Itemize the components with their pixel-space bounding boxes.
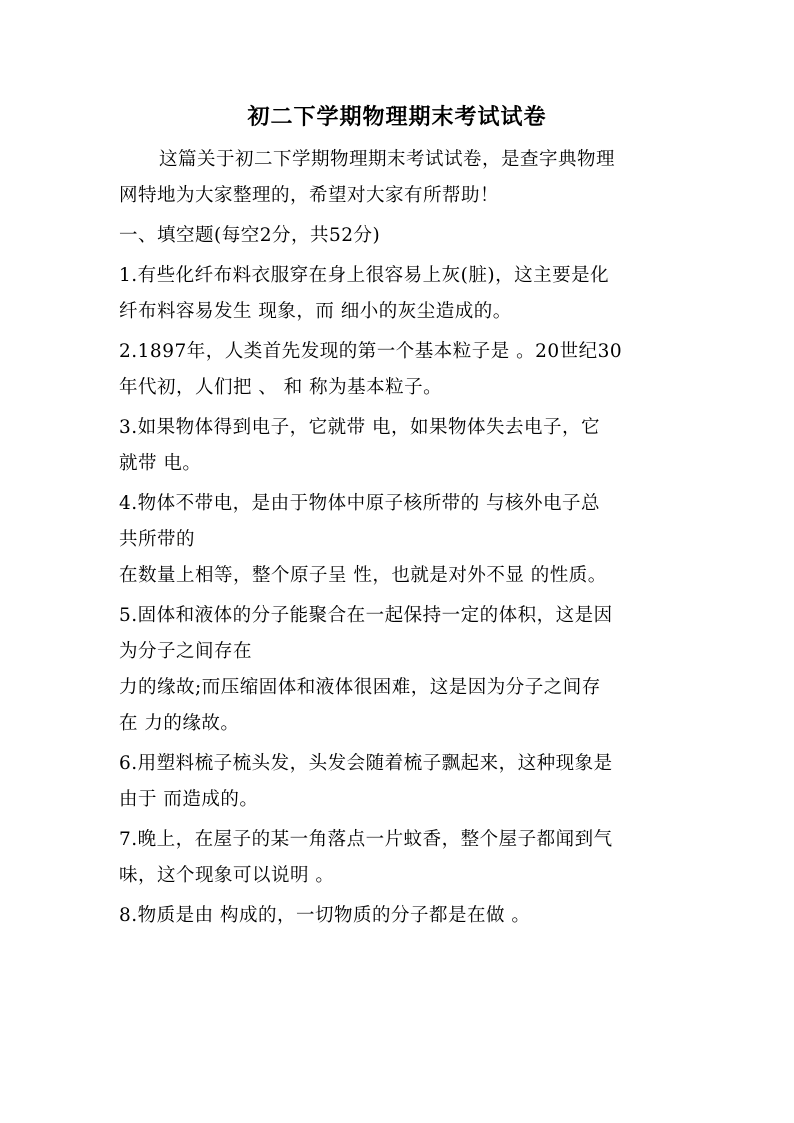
question-4 xyxy=(119,486,679,594)
question-6 xyxy=(119,746,679,818)
question-2 xyxy=(119,334,679,406)
question-line: 8.物质是由 构成的，一切物质的分子都是在做 。 xyxy=(119,905,531,926)
question-line: 力的缘故;而压缩固体和液体很困难，这是因为分子之间存 xyxy=(119,677,601,698)
question-line: 3.如果物体得到电子，它就带 电，如果物体失去电子，它 xyxy=(119,417,601,438)
question-line: 2.1897年，人类首先发现的第一个基本粒子是 。20世纪30 xyxy=(119,341,623,362)
question-5 xyxy=(119,598,679,742)
section-heading: 一、填空题(每空2分，共52分) xyxy=(119,225,381,246)
intro-line: 这篇关于初二下学期物理期末考试试卷，是查字典物理 xyxy=(159,149,616,170)
question-line: 4.物体不带电，是由于物体中原子核所带的 与核外电子总 xyxy=(119,493,601,514)
question-line: 7.晚上，在屋子的某一角落点一片蚊香，整个屋子都闻到气 xyxy=(119,829,613,850)
intro-line: 网特地为大家整理的，希望对大家有所帮助！ xyxy=(119,185,500,206)
question-line: 1.有些化纤布料衣服穿在身上很容易上灰(脏)，这主要是化 xyxy=(119,265,610,286)
question-line: 味，这个现象可以说明 。 xyxy=(119,865,335,886)
question-8 xyxy=(119,898,679,934)
question-3 xyxy=(119,410,679,482)
question-line: 共所带的 xyxy=(119,529,196,550)
question-1 xyxy=(119,258,679,330)
question-line: 为分子之间存在 xyxy=(119,641,253,662)
question-line: 就带 电。 xyxy=(119,453,202,474)
question-line: 年代初，人们把 、 和 称为基本粒子。 xyxy=(119,377,443,398)
document-body xyxy=(119,142,679,934)
question-line: 在 力的缘故。 xyxy=(119,713,240,734)
question-7 xyxy=(119,822,679,894)
question-line: 由于 而造成的。 xyxy=(119,789,259,810)
question-line: 在数量上相等，整个原子呈 性，也就是对外不显 的性质。 xyxy=(119,565,607,586)
question-line: 5.固体和液体的分子能聚合在一起保持一定的体积，这是因 xyxy=(119,605,613,626)
question-line: 6.用塑料梳子梳头发，头发会随着梳子飘起来，这种现象是 xyxy=(119,753,613,774)
page-title: 初二下学期物理期末考试试卷 xyxy=(247,105,547,130)
question-line: 纤布料容易发生 现象，而 细小的灰尘造成的。 xyxy=(119,301,512,322)
